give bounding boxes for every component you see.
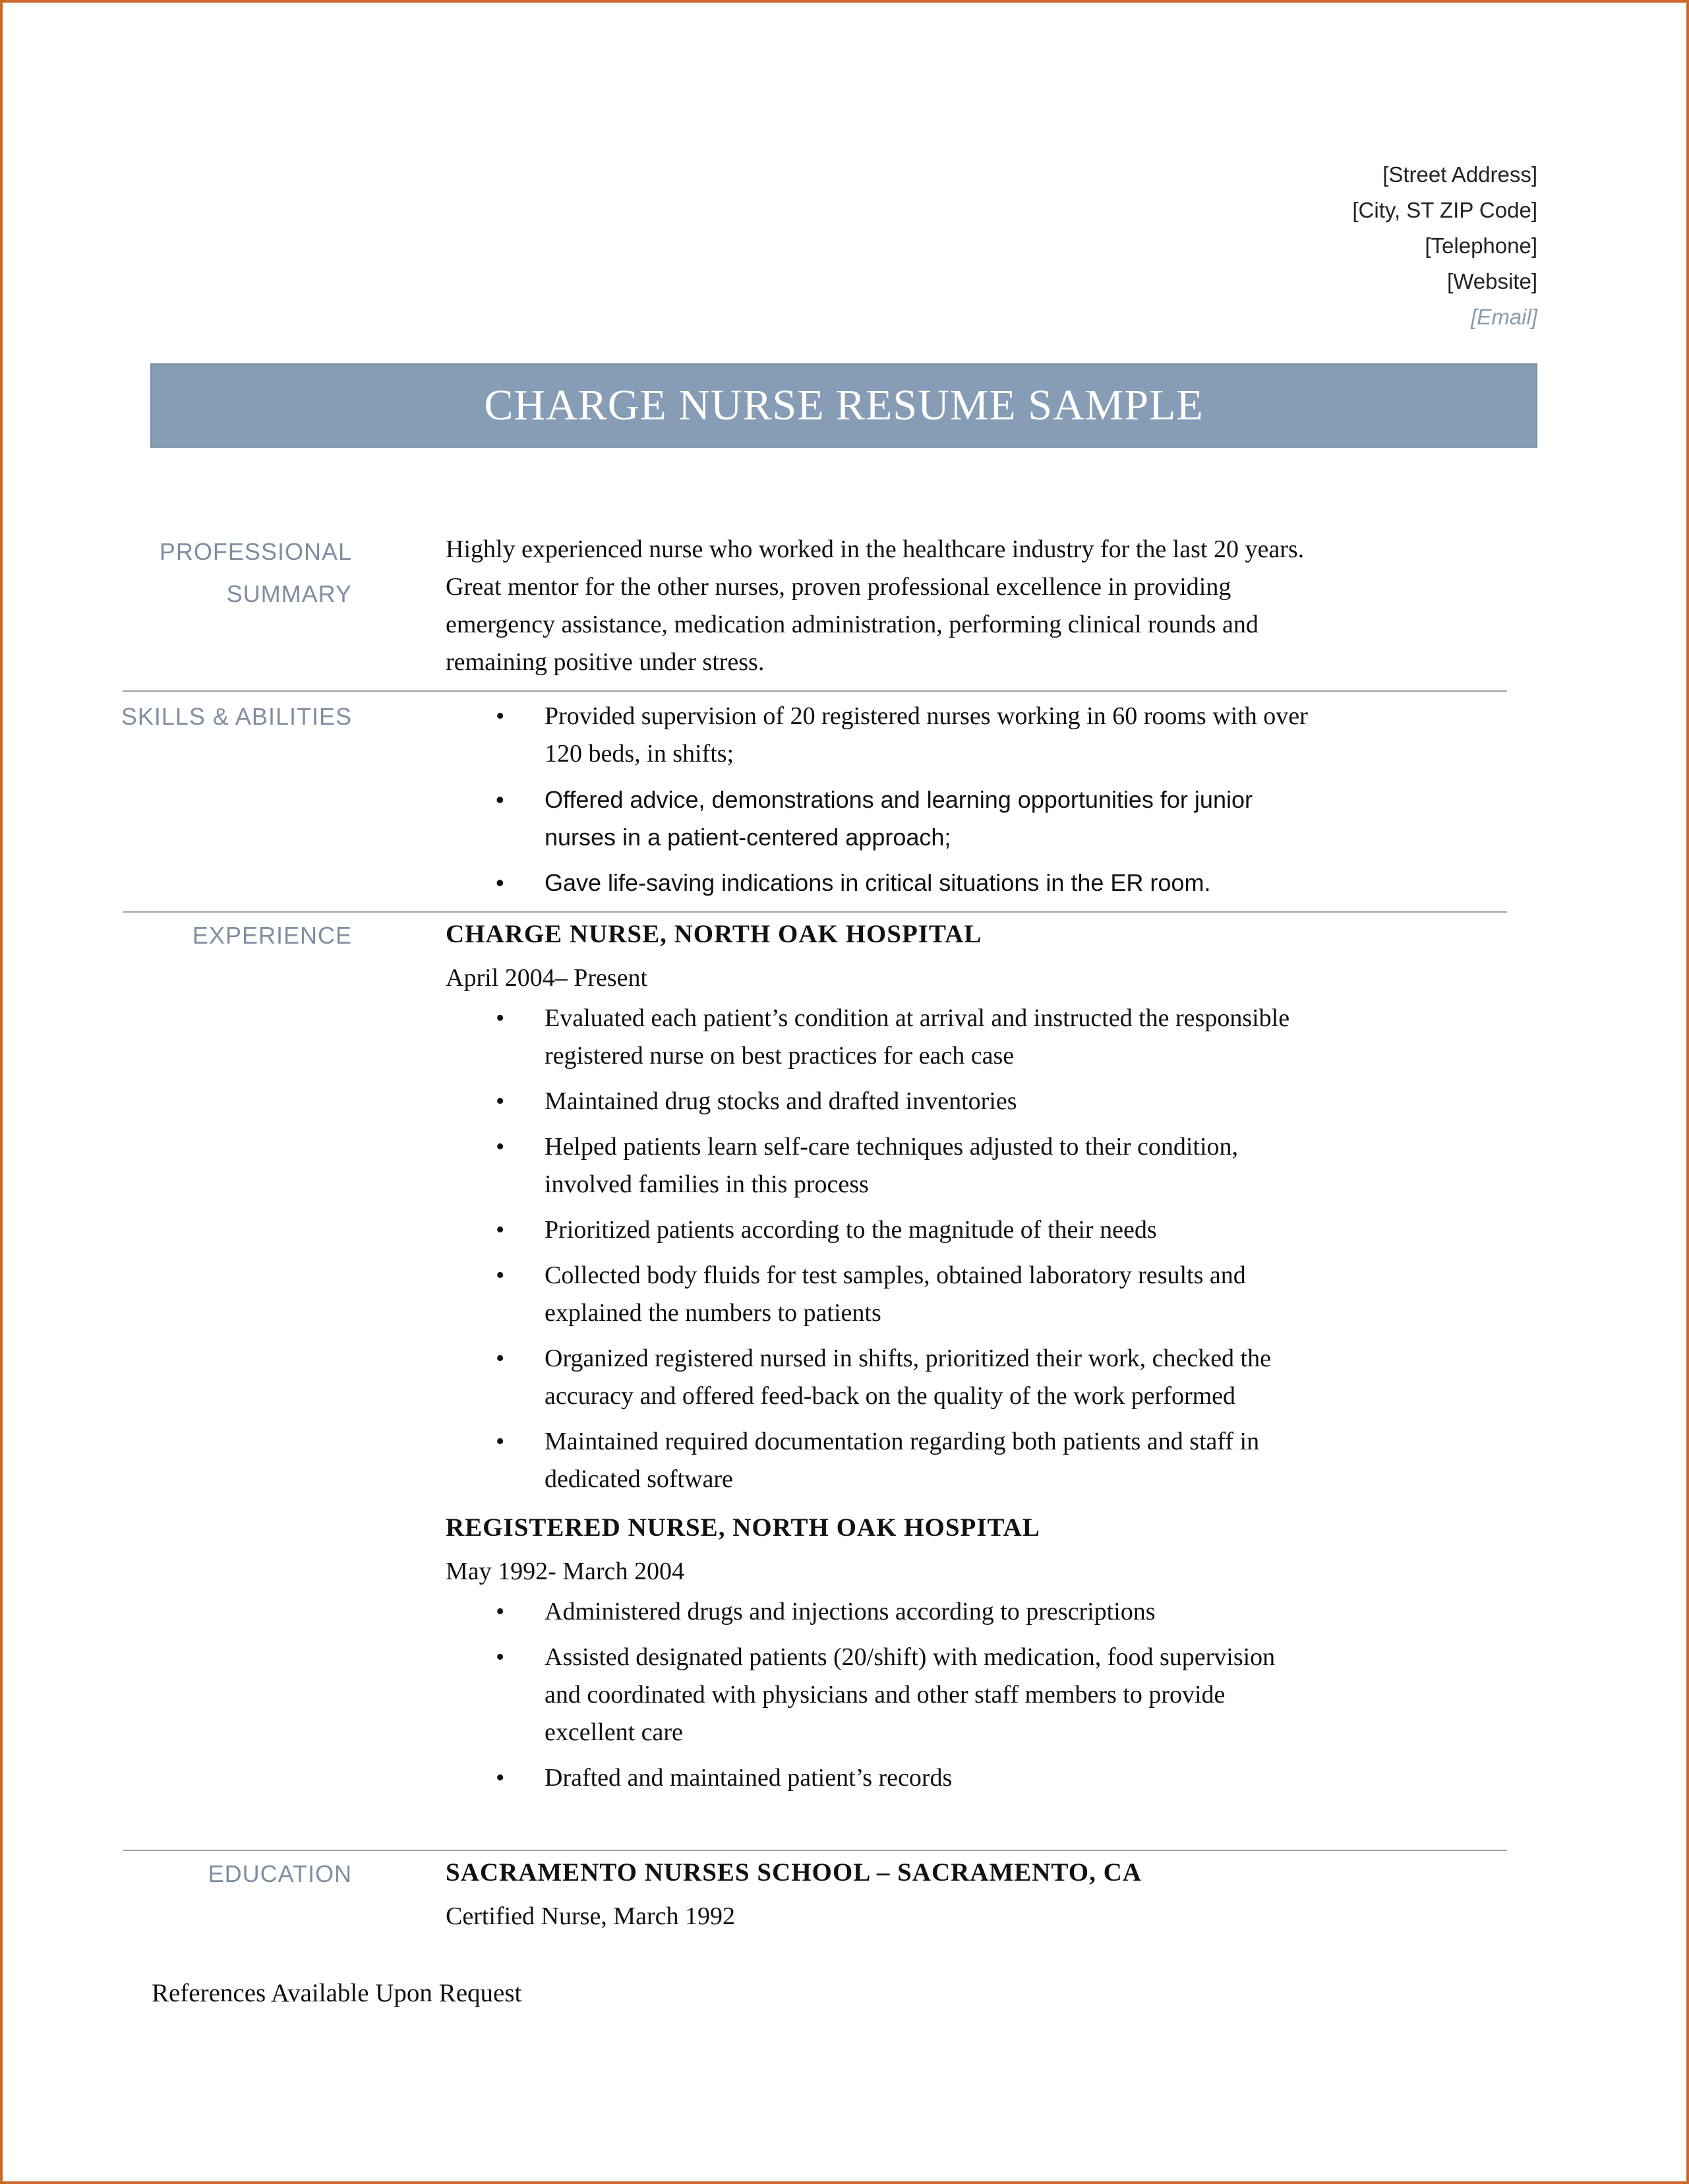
summary-label-line1: PROFESSIONAL xyxy=(159,538,352,565)
duty-text: Prioritized patients according to the magnitude of their needs xyxy=(545,1216,1157,1244)
email: [Email] xyxy=(1471,305,1537,329)
bullet-icon: • xyxy=(496,1643,505,1671)
list-item xyxy=(446,1128,1316,1203)
skills-label: SKILLS & ABILITIES xyxy=(121,703,352,730)
job-duties-list xyxy=(446,1593,1316,1797)
list-item xyxy=(446,1423,1316,1498)
summary-label xyxy=(160,531,352,615)
website: [Website] xyxy=(1447,269,1537,293)
duty-text: Organized registered nursed in shifts, prioritized their work, checked the accuracy and offered feed-back on the quality of the work performed xyxy=(545,1345,1271,1410)
list-item xyxy=(446,1211,1316,1249)
experience-section xyxy=(446,913,1316,1805)
telephone: [Telephone] xyxy=(1425,233,1537,258)
summary-text: Highly experienced nurse who worked in the healthcare industry for the last 20 years. Great mentor for the other nurses, proven professional excellence in providing emergency assistance, medication administration, performing clinical rounds and remaining positive under stress. xyxy=(446,535,1305,676)
education-section xyxy=(446,1851,1316,1938)
references-note: References Available Upon Request xyxy=(152,1979,522,2007)
list-item xyxy=(446,864,1316,901)
section-divider xyxy=(123,690,1507,692)
duty-text: Helped patients learn self-care techniques adjusted to their condition, involved families in this process xyxy=(545,1133,1239,1198)
bullet-icon: • xyxy=(496,702,505,730)
list-item xyxy=(446,1000,1316,1075)
duty-text: Collected body fluids for test samples, obtained laboratory results and explained the numbers to patients xyxy=(545,1261,1246,1327)
duty-text: Evaluated each patient’s condition at arrival and instructed the responsible registered nurse on best practices for each case xyxy=(545,1004,1290,1070)
contact-block xyxy=(1352,157,1537,335)
list-item xyxy=(446,1639,1316,1751)
bullet-icon: • xyxy=(496,1764,505,1792)
skill-text: Offered advice, demonstrations and learning opportunities for junior nurses in a patient-centered approach; xyxy=(545,786,1253,851)
list-item xyxy=(446,1593,1316,1631)
school-name: SACRAMENTO NURSES SCHOOL – SACRAMENTO, CA xyxy=(446,1858,1142,1887)
bullet-icon: • xyxy=(496,1261,505,1289)
list-item xyxy=(446,1759,1316,1797)
bullet-icon: • xyxy=(496,1087,505,1115)
skills-list-sans xyxy=(446,781,1316,901)
city-state-zip: [City, ST ZIP Code] xyxy=(1352,198,1537,222)
duty-text: Maintained drug stocks and drafted inventories xyxy=(545,1087,1017,1115)
bullet-icon: • xyxy=(496,1133,505,1161)
summary-section xyxy=(446,531,1316,681)
list-item xyxy=(446,698,1316,773)
resume-title: CHARGE NURSE RESUME SAMPLE xyxy=(150,363,1537,448)
skill-text: Provided supervision of 20 registered nurses working in 60 rooms with over 120 beds, in shifts; xyxy=(545,702,1308,768)
bullet-icon: • xyxy=(496,1598,505,1625)
job-dates: May 1992- March 2004 xyxy=(446,1558,684,1585)
list-item xyxy=(446,781,1316,856)
list-item xyxy=(446,1083,1316,1120)
duty-text: Maintained required documentation regarding both patients and staff in dedicated software xyxy=(545,1428,1260,1493)
bullet-icon: • xyxy=(496,1345,505,1372)
duty-text: Drafted and maintained patient’s records xyxy=(545,1764,953,1792)
summary-label-line2: SUMMARY xyxy=(226,580,352,607)
bullet-icon: • xyxy=(496,1004,505,1032)
skills-list xyxy=(446,698,1316,773)
bullet-icon: • xyxy=(496,1216,505,1244)
job-duties-list xyxy=(446,1000,1316,1498)
education-label: EDUCATION xyxy=(208,1860,352,1887)
duty-text: Administered drugs and injections according to prescriptions xyxy=(545,1598,1156,1625)
job-dates: April 2004– Present xyxy=(446,964,648,992)
duty-text: Assisted designated patients (20/shift) with medication, food supervision and coordinated with physicians and other staff members to provide excellent care xyxy=(545,1643,1276,1746)
job-title: CHARGE NURSE, NORTH OAK HOSPITAL xyxy=(446,920,982,948)
bullet-icon: • xyxy=(496,786,504,813)
skill-text: Gave life-saving indications in critical situations in the ER room. xyxy=(545,869,1211,896)
job-title: REGISTERED NURSE, NORTH OAK HOSPITAL xyxy=(446,1513,1040,1542)
list-item xyxy=(446,1257,1316,1332)
list-item xyxy=(446,1340,1316,1415)
street-address: [Street Address] xyxy=(1382,162,1537,187)
experience-label: EXPERIENCE xyxy=(192,922,352,949)
bullet-icon: • xyxy=(496,869,504,896)
skills-section xyxy=(446,698,1316,909)
degree: Certified Nurse, March 1992 xyxy=(446,1902,735,1930)
bullet-icon: • xyxy=(496,1428,505,1455)
